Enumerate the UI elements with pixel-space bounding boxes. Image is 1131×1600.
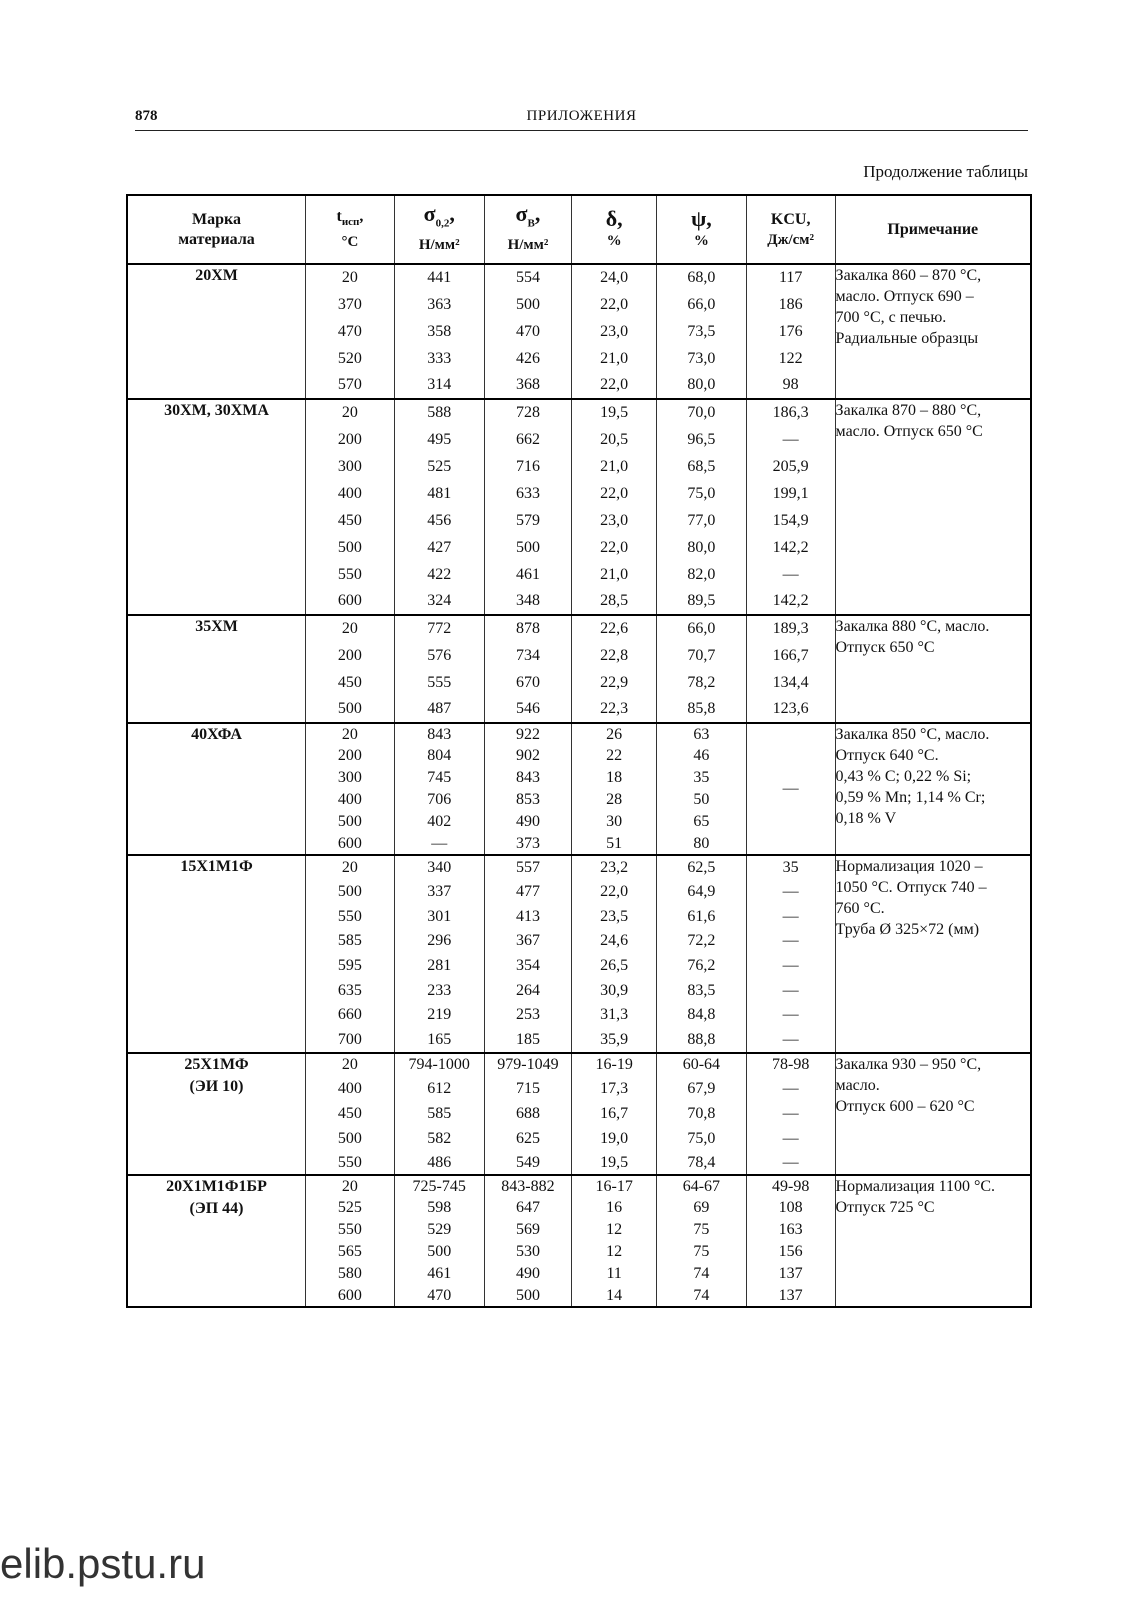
cell-reduction: 88,8 <box>657 1028 747 1053</box>
cell-impact: 123,6 <box>746 696 835 723</box>
note-cell: Закалка 870 – 880 °С, масло. Отпуск 650 °С <box>835 399 1031 615</box>
cell-temperature: 20 <box>306 855 395 880</box>
cell-temperature: 525 <box>306 1197 395 1219</box>
cell-temperature: 400 <box>306 1077 395 1102</box>
cell-reduction: 80,0 <box>657 372 747 399</box>
cell-reduction: 80,0 <box>657 534 747 561</box>
cell-yield: 441 <box>394 264 484 291</box>
running-title: ПРИЛОЖЕНИЯ <box>526 108 637 124</box>
cell-temperature: 200 <box>306 745 395 767</box>
cell-impact: — <box>746 1003 835 1028</box>
cell-reduction: 46 <box>657 745 747 767</box>
material-grade: 20ХМ <box>127 264 306 399</box>
material-group <box>127 1175 1031 1307</box>
material-grade: 40ХФА <box>127 723 306 855</box>
material-group <box>127 615 1031 723</box>
cell-tensile: 477 <box>484 880 572 905</box>
material-group <box>127 1053 1031 1176</box>
cell-yield: 219 <box>394 1003 484 1028</box>
cell-yield: 340 <box>394 855 484 880</box>
cell-yield: 745 <box>394 767 484 789</box>
cell-temperature: 20 <box>306 1175 395 1197</box>
cell-tensile: 647 <box>484 1197 572 1219</box>
cell-elongation: 23,5 <box>572 904 657 929</box>
cell-elongation: 30 <box>572 811 657 833</box>
cell-tensile: 734 <box>484 642 572 669</box>
cell-tensile: 490 <box>484 1263 572 1285</box>
cell-impact: 117 <box>746 264 835 291</box>
cell-impact: 163 <box>746 1219 835 1241</box>
cell-temperature: 20 <box>306 723 395 745</box>
cell-reduction: 67,9 <box>657 1077 747 1102</box>
note-cell: Закалка 850 °С, масло. Отпуск 640 °С. 0,43 % С; 0,22 % Si; 0,59 % Mn; 1,14 % Cr; 0,18 % V <box>835 723 1031 855</box>
cell-tensile: 688 <box>484 1102 572 1127</box>
cell-yield: 358 <box>394 318 484 345</box>
cell-temperature: 500 <box>306 811 395 833</box>
cell-elongation: 23,0 <box>572 507 657 534</box>
cell-elongation: 26,5 <box>572 954 657 979</box>
cell-tensile: 979-1049 <box>484 1053 572 1078</box>
cell-elongation: 19,5 <box>572 399 657 426</box>
table-row <box>127 615 1031 642</box>
cell-tensile: 490 <box>484 811 572 833</box>
cell-elongation: 22 <box>572 745 657 767</box>
cell-yield: 337 <box>394 880 484 905</box>
cell-tensile: 878 <box>484 615 572 642</box>
cell-yield: 296 <box>394 929 484 954</box>
cell-impact: 142,2 <box>746 588 835 615</box>
cell-impact: 199,1 <box>746 480 835 507</box>
cell-tensile: 373 <box>484 833 572 855</box>
cell-yield: 525 <box>394 453 484 480</box>
cell-reduction: 84,8 <box>657 1003 747 1028</box>
cell-reduction: 64,9 <box>657 880 747 905</box>
cell-temperature: 565 <box>306 1241 395 1263</box>
cell-tensile: 554 <box>484 264 572 291</box>
cell-impact: 166,7 <box>746 642 835 669</box>
cell-yield: 582 <box>394 1126 484 1151</box>
table-row <box>127 1175 1031 1197</box>
material-group <box>127 723 1031 855</box>
cell-temperature: 20 <box>306 264 395 291</box>
cell-temperature: 570 <box>306 372 395 399</box>
cell-elongation: 23,0 <box>572 318 657 345</box>
cell-temperature: 500 <box>306 880 395 905</box>
cell-temperature: 595 <box>306 954 395 979</box>
cell-impact: 108 <box>746 1197 835 1219</box>
cell-reduction: 66,0 <box>657 291 747 318</box>
cell-elongation: 22,8 <box>572 642 657 669</box>
page-header <box>135 106 1028 131</box>
cell-reduction: 85,8 <box>657 696 747 723</box>
material-group <box>127 264 1031 399</box>
col-reduction: ψ, % <box>657 195 747 264</box>
col-yield-strength: $\sigma_{0,2}$, Н/мм² <box>394 195 484 264</box>
cell-yield: 324 <box>394 588 484 615</box>
cell-reduction: 80 <box>657 833 747 855</box>
cell-tensile: 625 <box>484 1126 572 1151</box>
cell-reduction: 89,5 <box>657 588 747 615</box>
cell-impact: 137 <box>746 1285 835 1307</box>
cell-yield: 843 <box>394 723 484 745</box>
cell-impact: — <box>746 1102 835 1127</box>
table-row <box>127 855 1031 880</box>
material-group <box>127 855 1031 1053</box>
cell-temperature: 600 <box>306 833 395 855</box>
cell-temperature: 500 <box>306 696 395 723</box>
cell-tensile: 253 <box>484 1003 572 1028</box>
cell-elongation: 20,5 <box>572 426 657 453</box>
table-row <box>127 723 1031 745</box>
cell-reduction: 35 <box>657 767 747 789</box>
cell-yield: 333 <box>394 345 484 372</box>
cell-temperature: 400 <box>306 789 395 811</box>
cell-elongation: 16,7 <box>572 1102 657 1127</box>
cell-impact: 78-98 <box>746 1053 835 1078</box>
cell-elongation: 12 <box>572 1241 657 1263</box>
cell-impact: — <box>746 1151 835 1176</box>
cell-reduction: 73,5 <box>657 318 747 345</box>
cell-elongation: 17,3 <box>572 1077 657 1102</box>
cell-tensile: 715 <box>484 1077 572 1102</box>
cell-temperature: 520 <box>306 345 395 372</box>
cell-tensile: 348 <box>484 588 572 615</box>
cell-temperature: 470 <box>306 318 395 345</box>
cell-tensile: 354 <box>484 954 572 979</box>
cell-yield: 165 <box>394 1028 484 1053</box>
cell-impact: — <box>746 1077 835 1102</box>
cell-yield: 529 <box>394 1219 484 1241</box>
cell-temperature: 660 <box>306 1003 395 1028</box>
cell-temperature: 550 <box>306 1219 395 1241</box>
cell-yield: 612 <box>394 1077 484 1102</box>
cell-reduction: 83,5 <box>657 978 747 1003</box>
page-number: 878 <box>135 108 158 124</box>
cell-temperature: 550 <box>306 1151 395 1176</box>
cell-temperature: 200 <box>306 642 395 669</box>
cell-tensile: 922 <box>484 723 572 745</box>
cell-elongation: 19,5 <box>572 1151 657 1176</box>
cell-temperature: 20 <box>306 615 395 642</box>
cell-yield: 576 <box>394 642 484 669</box>
cell-tensile: 670 <box>484 669 572 696</box>
cell-yield: 706 <box>394 789 484 811</box>
table-row <box>127 264 1031 291</box>
cell-reduction: 75 <box>657 1219 747 1241</box>
cell-yield: 470 <box>394 1285 484 1307</box>
cell-yield: 725-745 <box>394 1175 484 1197</box>
cell-impact: 137 <box>746 1263 835 1285</box>
cell-impact: — <box>746 561 835 588</box>
cell-reduction: 72,2 <box>657 929 747 954</box>
cell-yield: 461 <box>394 1263 484 1285</box>
cell-elongation: 22,0 <box>572 480 657 507</box>
cell-impact: — <box>746 426 835 453</box>
cell-temperature: 200 <box>306 426 395 453</box>
cell-impact: 156 <box>746 1241 835 1263</box>
cell-reduction: 74 <box>657 1285 747 1307</box>
col-elongation: δ, % <box>572 195 657 264</box>
cell-reduction: 63 <box>657 723 747 745</box>
cell-temperature: 370 <box>306 291 395 318</box>
cell-impact: 189,3 <box>746 615 835 642</box>
cell-tensile: 662 <box>484 426 572 453</box>
cell-impact: 205,9 <box>746 453 835 480</box>
cell-temperature: 700 <box>306 1028 395 1053</box>
cell-reduction: 60-64 <box>657 1053 747 1078</box>
cell-elongation: 21,0 <box>572 453 657 480</box>
cell-yield: 486 <box>394 1151 484 1176</box>
cell-tensile: 557 <box>484 855 572 880</box>
cell-reduction: 70,8 <box>657 1102 747 1127</box>
cell-temperature: 20 <box>306 399 395 426</box>
cell-yield: 281 <box>394 954 484 979</box>
cell-elongation: 31,3 <box>572 1003 657 1028</box>
cell-yield: 794-1000 <box>394 1053 484 1078</box>
cell-reduction: 76,2 <box>657 954 747 979</box>
cell-reduction: 75,0 <box>657 480 747 507</box>
material-grade: 30ХМ, 30ХМА <box>127 399 306 615</box>
col-material: Марка материала <box>127 195 306 264</box>
cell-impact: — <box>746 723 835 855</box>
cell-yield: 402 <box>394 811 484 833</box>
cell-temperature: 450 <box>306 507 395 534</box>
note-cell: Закалка 860 – 870 °С, масло. Отпуск 690 – 700 °С, с печью. Радиальные образцы <box>835 264 1031 399</box>
cell-temperature: 450 <box>306 669 395 696</box>
cell-elongation: 23,2 <box>572 855 657 880</box>
cell-impact: 186,3 <box>746 399 835 426</box>
cell-yield: 500 <box>394 1241 484 1263</box>
cell-reduction: 61,6 <box>657 904 747 929</box>
cell-elongation: 30,9 <box>572 978 657 1003</box>
cell-reduction: 74 <box>657 1263 747 1285</box>
cell-yield: 804 <box>394 745 484 767</box>
cell-reduction: 62,5 <box>657 855 747 880</box>
note-cell: Нормализация 1100 °С. Отпуск 725 °С <box>835 1175 1031 1307</box>
cell-temperature: 585 <box>306 929 395 954</box>
cell-impact: 154,9 <box>746 507 835 534</box>
cell-reduction: 66,0 <box>657 615 747 642</box>
cell-temperature: 500 <box>306 534 395 561</box>
cell-tensile: 500 <box>484 291 572 318</box>
cell-tensile: 470 <box>484 318 572 345</box>
cell-elongation: 22,9 <box>572 669 657 696</box>
material-grade: 15Х1М1Ф <box>127 855 306 1053</box>
cell-impact: 35 <box>746 855 835 880</box>
cell-elongation: 22,0 <box>572 372 657 399</box>
table-header <box>127 195 1031 264</box>
cell-temperature: 20 <box>306 1053 395 1078</box>
cell-impact: 122 <box>746 345 835 372</box>
cell-elongation: 21,0 <box>572 345 657 372</box>
cell-yield: 495 <box>394 426 484 453</box>
cell-tensile: 185 <box>484 1028 572 1053</box>
cell-elongation: 22,0 <box>572 880 657 905</box>
cell-yield: 588 <box>394 399 484 426</box>
cell-tensile: 716 <box>484 453 572 480</box>
cell-elongation: 18 <box>572 767 657 789</box>
cell-temperature: 550 <box>306 904 395 929</box>
cell-yield: 598 <box>394 1197 484 1219</box>
cell-elongation: 16-17 <box>572 1175 657 1197</box>
cell-elongation: 22,0 <box>572 291 657 318</box>
cell-reduction: 96,5 <box>657 426 747 453</box>
cell-yield: 427 <box>394 534 484 561</box>
cell-tensile: 546 <box>484 696 572 723</box>
material-grade: 25Х1МФ (ЭИ 10) <box>127 1053 306 1176</box>
cell-tensile: 843-882 <box>484 1175 572 1197</box>
cell-tensile: 426 <box>484 345 572 372</box>
material-grade: 35ХМ <box>127 615 306 723</box>
note-cell: Нормализация 1020 – 1050 °С. Отпуск 740 – 760 °С. Труба Ø 325×72 (мм) <box>835 855 1031 1053</box>
table-row <box>127 1053 1031 1078</box>
cell-temperature: 400 <box>306 480 395 507</box>
cell-reduction: 68,0 <box>657 264 747 291</box>
col-temperature: $t_{исп}$, °C <box>306 195 395 264</box>
cell-reduction: 82,0 <box>657 561 747 588</box>
cell-elongation: 24,0 <box>572 264 657 291</box>
cell-temperature: 500 <box>306 1126 395 1151</box>
cell-reduction: 78,4 <box>657 1151 747 1176</box>
cell-impact: — <box>746 1126 835 1151</box>
cell-impact: 176 <box>746 318 835 345</box>
cell-elongation: 19,0 <box>572 1126 657 1151</box>
cell-tensile: 368 <box>484 372 572 399</box>
properties-table <box>126 194 1032 1308</box>
cell-impact: 186 <box>746 291 835 318</box>
cell-reduction: 75 <box>657 1241 747 1263</box>
cell-elongation: 28 <box>572 789 657 811</box>
cell-tensile: 413 <box>484 904 572 929</box>
cell-elongation: 22,0 <box>572 534 657 561</box>
cell-reduction: 70,7 <box>657 642 747 669</box>
table-continuation-label: Продолжение таблицы <box>863 162 1028 181</box>
cell-elongation: 16-19 <box>572 1053 657 1078</box>
cell-tensile: 367 <box>484 929 572 954</box>
cell-impact: — <box>746 954 835 979</box>
cell-tensile: 530 <box>484 1241 572 1263</box>
cell-temperature: 600 <box>306 1285 395 1307</box>
cell-reduction: 65 <box>657 811 747 833</box>
cell-impact: — <box>746 904 835 929</box>
cell-tensile: 500 <box>484 534 572 561</box>
cell-yield: 301 <box>394 904 484 929</box>
material-grade: 20Х1М1Ф1БР (ЭП 44) <box>127 1175 306 1307</box>
cell-tensile: 569 <box>484 1219 572 1241</box>
cell-yield: 585 <box>394 1102 484 1127</box>
cell-yield: 487 <box>394 696 484 723</box>
cell-impact: — <box>746 880 835 905</box>
cell-elongation: 24,6 <box>572 929 657 954</box>
cell-tensile: 633 <box>484 480 572 507</box>
cell-yield: — <box>394 833 484 855</box>
cell-temperature: 600 <box>306 588 395 615</box>
cell-elongation: 21,0 <box>572 561 657 588</box>
cell-impact: — <box>746 978 835 1003</box>
note-cell: Закалка 880 °С, масло. Отпуск 650 °С <box>835 615 1031 723</box>
cell-temperature: 300 <box>306 453 395 480</box>
cell-tensile: 843 <box>484 767 572 789</box>
cell-yield: 422 <box>394 561 484 588</box>
cell-yield: 555 <box>394 669 484 696</box>
cell-elongation: 26 <box>572 723 657 745</box>
cell-reduction: 50 <box>657 789 747 811</box>
cell-yield: 772 <box>394 615 484 642</box>
cell-impact: — <box>746 1028 835 1053</box>
cell-temperature: 550 <box>306 561 395 588</box>
cell-temperature: 580 <box>306 1263 395 1285</box>
cell-elongation: 22,3 <box>572 696 657 723</box>
cell-impact: 49-98 <box>746 1175 835 1197</box>
cell-impact: 98 <box>746 372 835 399</box>
cell-elongation: 11 <box>572 1263 657 1285</box>
cell-elongation: 22,6 <box>572 615 657 642</box>
table-row <box>127 399 1031 426</box>
cell-reduction: 78,2 <box>657 669 747 696</box>
cell-reduction: 77,0 <box>657 507 747 534</box>
cell-temperature: 450 <box>306 1102 395 1127</box>
cell-impact: — <box>746 929 835 954</box>
cell-tensile: 549 <box>484 1151 572 1176</box>
cell-reduction: 69 <box>657 1197 747 1219</box>
cell-elongation: 16 <box>572 1197 657 1219</box>
note-cell: Закалка 930 – 950 °С, масло. Отпуск 600 – 620 °С <box>835 1053 1031 1176</box>
cell-impact: 142,2 <box>746 534 835 561</box>
cell-reduction: 73,0 <box>657 345 747 372</box>
cell-elongation: 35,9 <box>572 1028 657 1053</box>
col-tensile-strength: $\sigma_В$, Н/мм² <box>484 195 572 264</box>
cell-reduction: 70,0 <box>657 399 747 426</box>
col-note: Примечание <box>835 195 1031 264</box>
cell-temperature: 635 <box>306 978 395 1003</box>
cell-yield: 481 <box>394 480 484 507</box>
cell-tensile: 461 <box>484 561 572 588</box>
cell-yield: 233 <box>394 978 484 1003</box>
cell-reduction: 75,0 <box>657 1126 747 1151</box>
cell-temperature: 300 <box>306 767 395 789</box>
cell-tensile: 728 <box>484 399 572 426</box>
cell-yield: 363 <box>394 291 484 318</box>
cell-yield: 314 <box>394 372 484 399</box>
cell-elongation: 12 <box>572 1219 657 1241</box>
cell-tensile: 902 <box>484 745 572 767</box>
material-group <box>127 399 1031 615</box>
cell-elongation: 28,5 <box>572 588 657 615</box>
watermark: elib.pstu.ru <box>0 1540 206 1587</box>
cell-impact: 134,4 <box>746 669 835 696</box>
cell-tensile: 264 <box>484 978 572 1003</box>
cell-elongation: 14 <box>572 1285 657 1307</box>
cell-reduction: 68,5 <box>657 453 747 480</box>
cell-reduction: 64-67 <box>657 1175 747 1197</box>
cell-tensile: 853 <box>484 789 572 811</box>
cell-tensile: 500 <box>484 1285 572 1307</box>
cell-elongation: 51 <box>572 833 657 855</box>
cell-tensile: 579 <box>484 507 572 534</box>
cell-yield: 456 <box>394 507 484 534</box>
col-impact: KCU, Дж/см² <box>746 195 835 264</box>
